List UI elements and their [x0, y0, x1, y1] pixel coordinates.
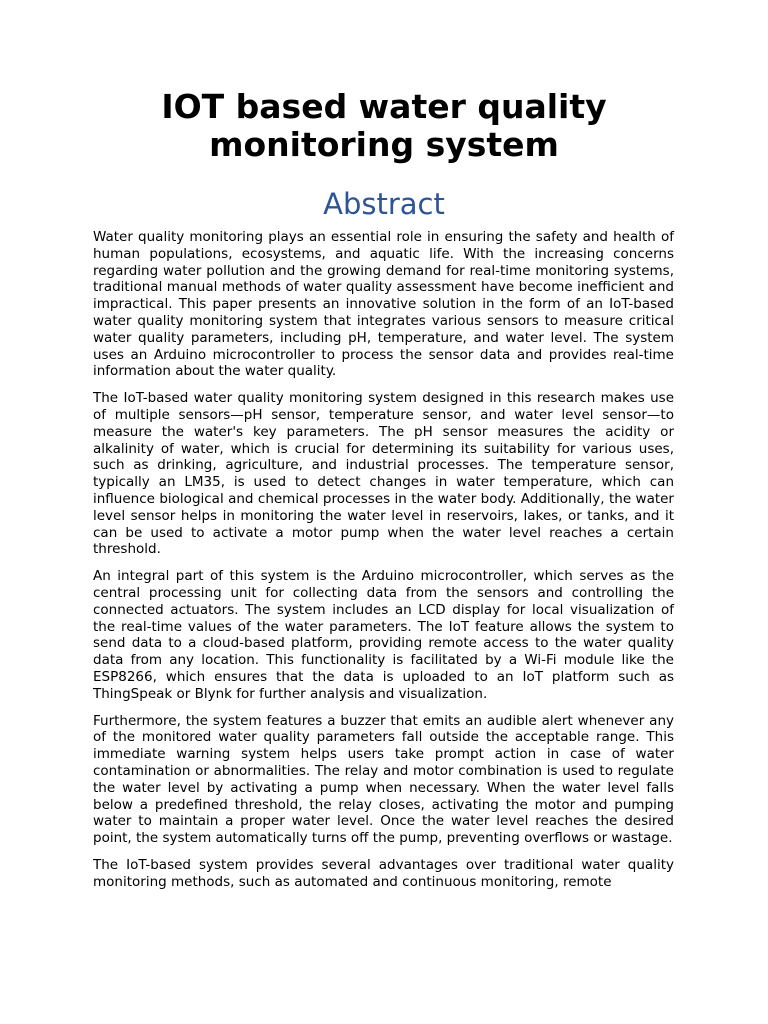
abstract-body: [93, 229, 674, 900]
paragraph: The IoT-based system provides several advantages over traditional water quality monitoring methods, such as automated and continuous monitoring, remote: [93, 856, 674, 890]
paragraph: The IoT-based water quality monitoring system designed in this research makes use of multiple sensors—pH sensor, temperature sensor, and water level sensor—to measure the water's key parameters. The pH sensor measures the acidity or alkalinity of water, which is crucial for determining its suitability for various uses, such as drinking, agriculture, and industrial processes. The temperature sensor, typically an LM35, is used to detect changes in water temperature, which can influence biological and chemical processes in the water body. Additionally, the water level sensor helps in monitoring the water level in reservoirs, lakes, or tanks, and it can be used to activate a motor pump when the water level reaches a certain threshold.: [93, 390, 674, 558]
paragraph: An integral part of this system is the Arduino microcontroller, which serves as the central processing unit for collecting data from the sensors and controlling the connected actuators. The system includes an LCD display for local visualization of the real-time values of the water parameters. The IoT feature allows the system to send data to a cloud-based platform, providing remote access to the water quality data from any location. This functionality is facilitated by a Wi-Fi module like the ESP8266, which ensures that the data is uploaded to an IoT platform such as ThingSpeak or Blynk for further analysis and visualization.: [93, 568, 674, 702]
paragraph: Furthermore, the system features a buzzer that emits an audible alert whenever any of the monitored water quality parameters fall outside the acceptable range. This immediate warning system helps users take prompt action in case of water contamination or abnormalities. The relay and motor combination is used to regulate the water level by activating a pump when necessary. When the water level falls below a predefined threshold, the relay closes, activating the motor and pumping water to maintain a proper water level. Once the water level reaches the desired point, the system automatically turns off the pump, preventing overflows or wastage.: [93, 712, 674, 847]
document-title: IOT based water quality monitoring system: [161, 87, 607, 164]
abstract-heading: Abstract: [323, 187, 445, 221]
paragraph: Water quality monitoring plays an essential role in ensuring the safety and health of human populations, ecosystems, and aquatic life. With the increasing concerns regarding water pollution and the growing demand for real-time monitoring systems, traditional manual methods of water quality assessment have become inefficient and impractical. This paper presents an innovative solution in the form of an IoT-based water quality monitoring system that integrates various sensors to measure critical water quality parameters, including pH, temperature, and water level. The system uses an Arduino microcontroller to process the sensor data and provides real-time information about the water quality.: [93, 229, 674, 380]
